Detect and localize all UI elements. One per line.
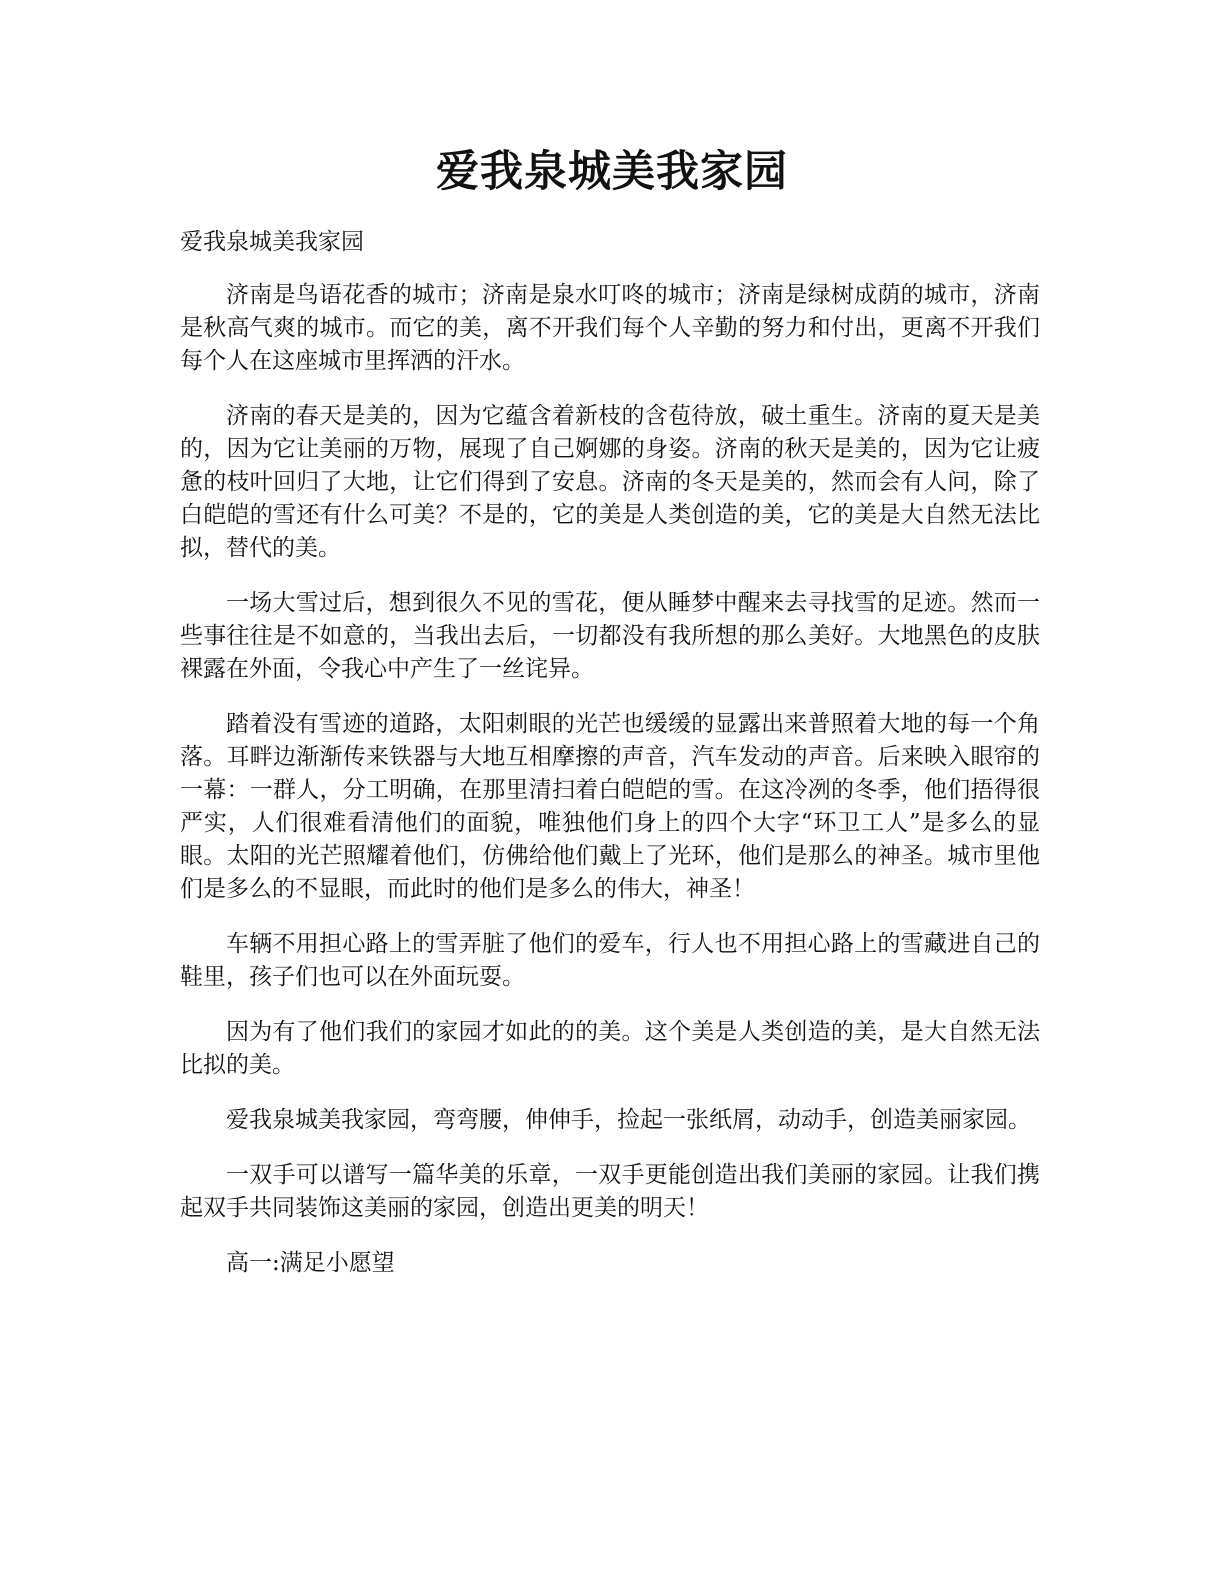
paragraph: 一场大雪过后，想到很久不见的雪花，便从睡梦中醒来去寻找雪的足迹。然而一些事往往是不如意的，当我出去后，一切都没有我所想的那么美好。大地黑色的皮肤裸露在外面，令我心中产生了一丝诧异。 — [180, 590, 1040, 682]
paragraph: 济南的春天是美的，因为它蕴含着新枝的含苞待放，破土重生。济南的夏天是美的，因为它让美丽的万物，展现了自己婀娜的身姿。济南的秋天是美的，因为它让疲惫的枝叶回归了大地，让它们得到了安息。济南的冬天是美的，然而会有人问，除了白皑皑的雪还有什么可美？不是的，它的美是人类创造的美，它的美是大自然无法比拟，替代的美。 — [180, 403, 1040, 561]
paragraph: 因为有了他们我们的家园才如此的的美。这个美是人类创造的美，是大自然无法比拟的美。 — [180, 1019, 1040, 1078]
author-signature: 高一:满足小愿望 — [226, 1250, 395, 1276]
document-title: 爱我泉城美我家园 — [436, 147, 788, 197]
paragraph: 一双手可以谱写一篇华美的乐章，一双手更能创造出我们美丽的家园。让我们携起双手共同装饰这美丽的家园，创造出更美的明天！ — [180, 1162, 1040, 1221]
document-body — [180, 226, 1040, 1280]
paragraph: 踏着没有雪迹的道路，太阳刺眼的光芒也缓缓的显露出来普照着大地的每一个角落。耳畔边渐渐传来铁器与大地互相摩擦的声音，汽车发动的声音。后来映入眼帘的一幕：一群人，分工明确，在那里清扫着白皑皑的雪。在这冷冽的冬季，他们捂得很严实，人们很难看清他们的面貌，唯独他们身上的四个大字“环卫工人”是多么的显眼。太阳的光芒照耀着他们，仿佛给他们戴上了光环，他们是那么的神圣。城市里他们是多么的不显眼，而此时的他们是多么的伟大，神圣！ — [180, 711, 1040, 902]
paragraph: 济南是鸟语花香的城市；济南是泉水叮咚的城市；济南是绿树成荫的城市，济南是秋高气爽的城市。而它的美，离不开我们每个人辛勤的努力和付出，更离不开我们每个人在这座城市里挥洒的汗水。 — [180, 282, 1040, 374]
paragraph: 车辆不用担心路上的雪弄脏了他们的爱车，行人也不用担心路上的雪藏进自己的鞋里，孩子们也可以在外面玩耍。 — [180, 931, 1040, 990]
document-subtitle: 爱我泉城美我家园 — [180, 229, 364, 255]
paragraph: 爱我泉城美我家园，弯弯腰，伸伸手，捡起一张纸屑，动动手，创造美丽家园。 — [226, 1107, 1031, 1133]
